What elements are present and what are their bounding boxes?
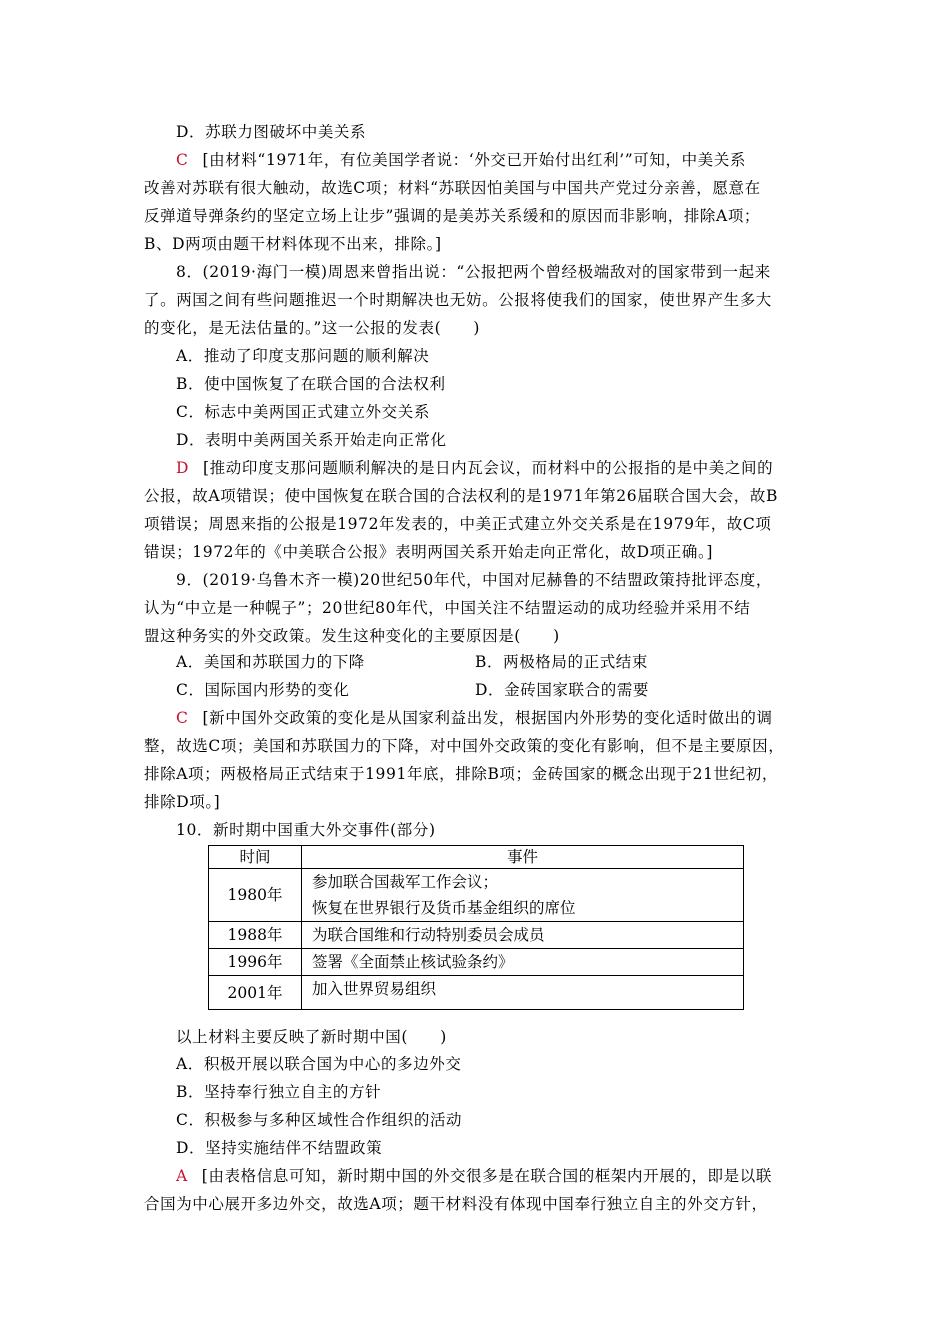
q7-explanation-line-4: B、D两项由题干材料体现不出来，排除。] [144,235,442,253]
q7-explanation-line-3: 反弹道导弹条约的坚定立场上让步”强调的是美苏关系缓和的原因而非影响，排除A项； [144,207,761,225]
q7-explanation-line-1: C [由材料“1971年，有位美国学者说：‘外交已开始付出红利’”可知，中美关系 [176,151,746,169]
q9-explanation-line-2: 整，故选C项；美国和苏联国力的下降，对中国外交政策的变化有影响，但不是主要原因， [144,737,785,755]
q7-explanation-line-2: 改善对苏联有很大触动，故选C项；材料“苏联因怕美国与中国共产党过分亲善，愿意在 [144,179,761,197]
q8-explanation-line-2: 公报，故A项错误；使中国恢复在联合国的合法权利的是1971年第26届联合国大会，故B [144,487,778,505]
table-row [209,869,744,922]
events-table [208,845,744,1010]
table-cell-time: 1980年 [209,869,302,922]
table-cell-event: 加入世界贸易组织 [302,976,744,1010]
table-row [209,949,744,976]
q9-stem-line-3: 盟这种务实的外交政策。发生这种变化的主要原因是( ) [144,627,560,645]
q9-explanation-line-4: 排除D项。] [144,793,221,811]
q7-answer: C [176,151,189,169]
table-cell-time: 2001年 [209,976,302,1010]
event-text: 参加联合国裁军工作会议； [312,873,499,891]
q9-answer: C [176,709,189,727]
q7-option-d: D．苏联力图破坏中美关系 [176,123,367,141]
q10-option-d: D．坚持实施结伴不结盟政策 [176,1139,383,1157]
q8-stem-line-3: 的变化，是无法估量的。”这一公报的发表( ) [144,319,481,337]
q8-stem-line-2: 了。两国之间有些问题推迟一个时期解决也无妨。公报将使我们的国家，使世界产生多大 [144,291,772,309]
q8-explanation-line-3: 项错误；周恩来指的公报是1972年发表的，中美正式建立外交关系是在1979年，故C项 [144,515,772,533]
q10-question: 以上材料主要反映了新时期中国( ) [176,1028,447,1046]
q8-option-a: A．推动了印度支那问题的顺利解决 [176,347,430,365]
q9-option-b: B．两极格局的正式结束 [475,653,648,671]
table-row [209,976,744,1010]
table-cell-event: 为联合国维和行动特别委员会成员 [302,922,744,949]
q9-option-c: C．国际国内形势的变化 [176,681,350,699]
q8-explanation-line-1: D [推动印度支那问题顺利解决的是日内瓦会议，而材料中的公报指的是中美之间的 [176,459,774,477]
q10-option-c: C．积极参与多种区域性合作组织的活动 [176,1111,463,1129]
q10-explanation-line-1: A [由表格信息可知，新时期中国的外交很多是在联合国的框架内开展的，即是以联 [176,1167,772,1185]
q8-option-b: B．使中国恢复了在联合国的合法权利 [176,375,446,393]
q8-explanation-line-4: 错误；1972年的《中美联合公报》表明两国关系开始走向正常化，故D项正确。] [144,543,713,561]
q10-explanation-line-2: 合国为中心展开多边外交，故选A项；题干材料没有体现中国奉行独立自主的外交方针， [144,1195,768,1213]
q9-option-a: A．美国和苏联国力的下降 [176,653,365,671]
q9-stem-line-2: 认为“中立是一种幌子”；20世纪80年代，中国关注不结盟运动的成功经验并采用不结 [144,599,751,617]
q9-explanation-line-1: C [新中国外交政策的变化是从国家利益出发，根据国内外形势的变化适时做出的调 [176,709,773,727]
q10-option-a: A．积极开展以联合国为中心的多边外交 [176,1055,462,1073]
q9-option-d: D．金砖国家联合的需要 [475,681,650,699]
q8-option-d: D．表明中美两国关系开始走向正常化 [176,431,447,449]
table-row [209,922,744,949]
q8-stem-line-1: 8．(2019·海门一模)周恩来曾指出说：“公报把两个曾经极端敌对的国家带到一起来 [176,263,771,281]
event-text: 恢复在世界银行及货币基金组织的席位 [312,899,576,917]
q10-option-b: B．坚持奉行独立自主的方针 [176,1083,382,1101]
q9-explanation-line-3: 排除A项；两极格局正式结束于1991年底，排除B项；金砖国家的概念出现于21世纪初， [144,765,778,783]
q10-stem: 10．新时期中国重大外交事件(部分) [176,821,436,839]
table-cell-time: 1996年 [209,949,302,976]
q8-option-c: C．标志中美两国正式建立外交关系 [176,403,430,421]
table-header-time: 时间 [209,846,302,869]
table-header-row [209,846,744,869]
table-cell-event: 签署《全面禁止核试验条约》 [302,949,744,976]
table-cell-time: 1988年 [209,922,302,949]
table-cell-event [302,869,744,922]
q10-answer: A [176,1167,188,1185]
q9-stem-line-1: 9．(2019·乌鲁木齐一模)20世纪50年代，中国对尼赫鲁的不结盟政策持批评态度， [176,571,772,589]
table-header-event: 事件 [302,846,744,869]
q8-answer: D [176,459,190,477]
